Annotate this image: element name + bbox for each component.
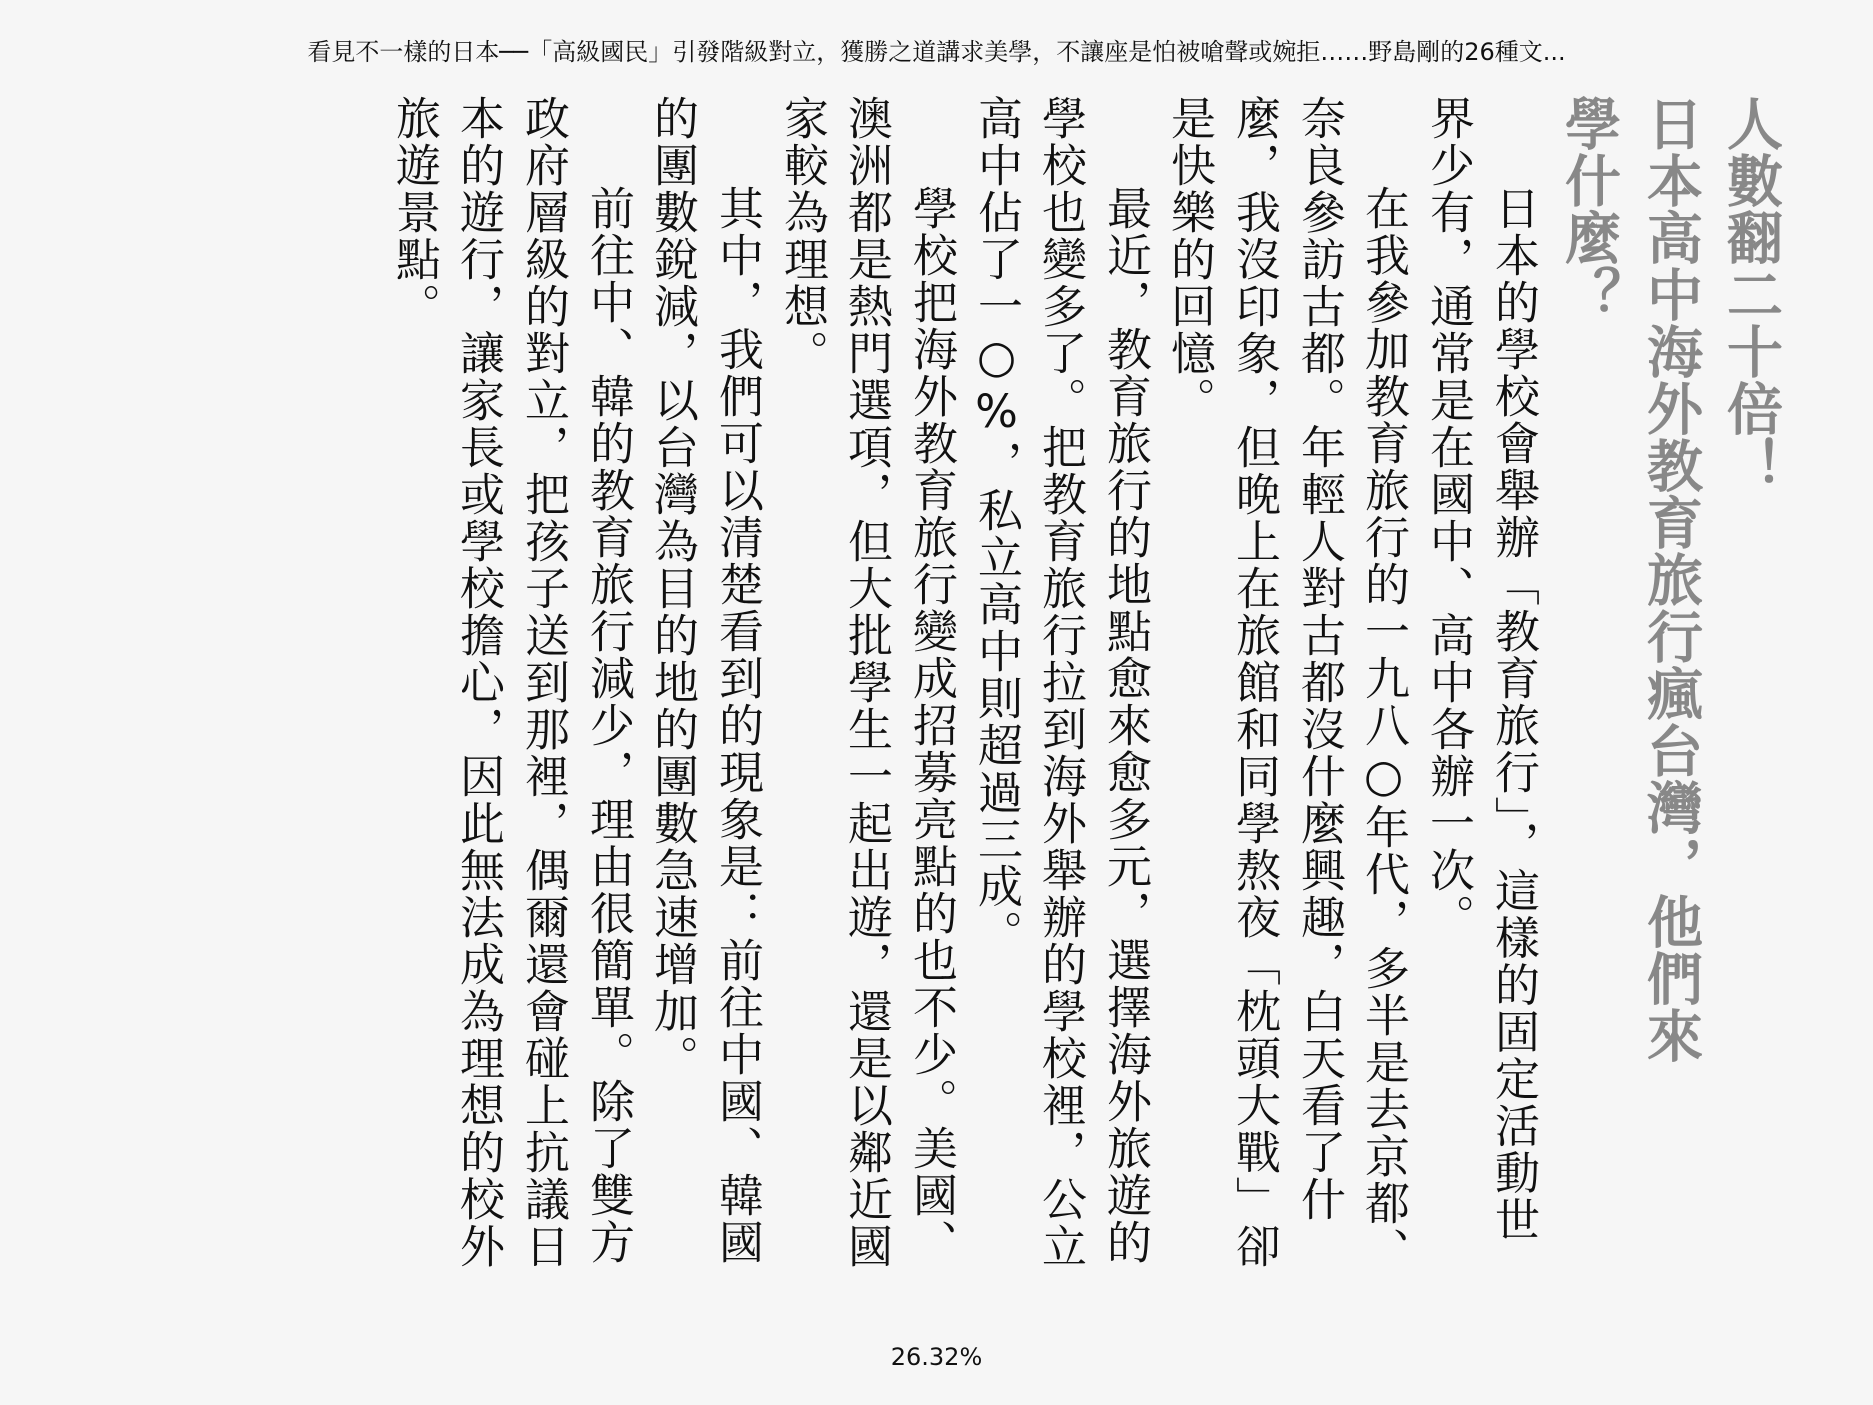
body-text-column: 最近，教育旅行的地點愈來愈多元，選擇海外旅遊的: [1099, 185, 1152, 1266]
body-text-column: 的團數銳減，以台灣為目的地的團數急速增加。: [646, 95, 699, 1082]
body-text-column: 界少有，通常是在國中、高中各辦一次。: [1422, 95, 1475, 941]
reading-page[interactable]: [118, 95, 1798, 1310]
body-text-column: 政府層級的對立，把孩子送到那裡，偶爾還會碰上抗議日: [517, 95, 570, 1270]
body-text-column: 麼，我沒印象，但晚上在旅館和同學熬夜「枕頭大戰」卻: [1228, 95, 1281, 1270]
body-text-column: 本的遊行，讓家長或學校擔心，因此無法成為理想的校外: [452, 95, 505, 1270]
chapter-heading-line-1: 人數翻二十倍！: [1718, 95, 1783, 494]
body-text-column: 學校也變多了。把教育旅行拉到海外舉辦的學校裡，公立: [1034, 95, 1087, 1270]
body-text-column: 前往中、韓的教育旅行減少，理由很簡單。除了雙方: [582, 185, 635, 1266]
reading-progress: 26.32%: [890, 1343, 983, 1371]
body-text-column: 高中佔了一○%，私立高中則超過三成。: [970, 95, 1023, 957]
body-text-column: 其中，我們可以清楚看到的現象是：前往中國、韓國: [711, 185, 764, 1266]
body-text-column: 旅遊景點。: [388, 95, 441, 330]
body-text-column: 在我參加教育旅行的一九八○年代，多半是去京都、: [1357, 185, 1410, 1274]
body-text-column: 澳洲都是熱門選項，但大批學生一起出遊，還是以鄰近國: [840, 95, 893, 1270]
body-text-column: 學校把海外教育旅行變成招募亮點的也不少。美國、: [905, 185, 958, 1266]
book-title: 看見不一樣的日本──「高級國民」引發階級對立，獲勝之道講求美學，不讓座是怕被嗆聲或婉拒……野島剛的26種文...: [307, 38, 1566, 66]
body-text-column: 是快樂的回憶。: [1163, 95, 1216, 424]
body-text-column: 家較為理想。: [776, 95, 829, 377]
chapter-heading-line-3: 學什麼？: [1556, 95, 1621, 323]
chapter-heading-line-2: 日本高中海外教育旅行瘋台灣，他們來: [1638, 95, 1703, 1064]
body-text-column: 日本的學校會舉辦「教育旅行」，這樣的固定活動世: [1487, 185, 1540, 1244]
body-text-column: 奈良參訪古都。年輕人對古都沒什麼興趣，白天看了什: [1293, 95, 1346, 1223]
